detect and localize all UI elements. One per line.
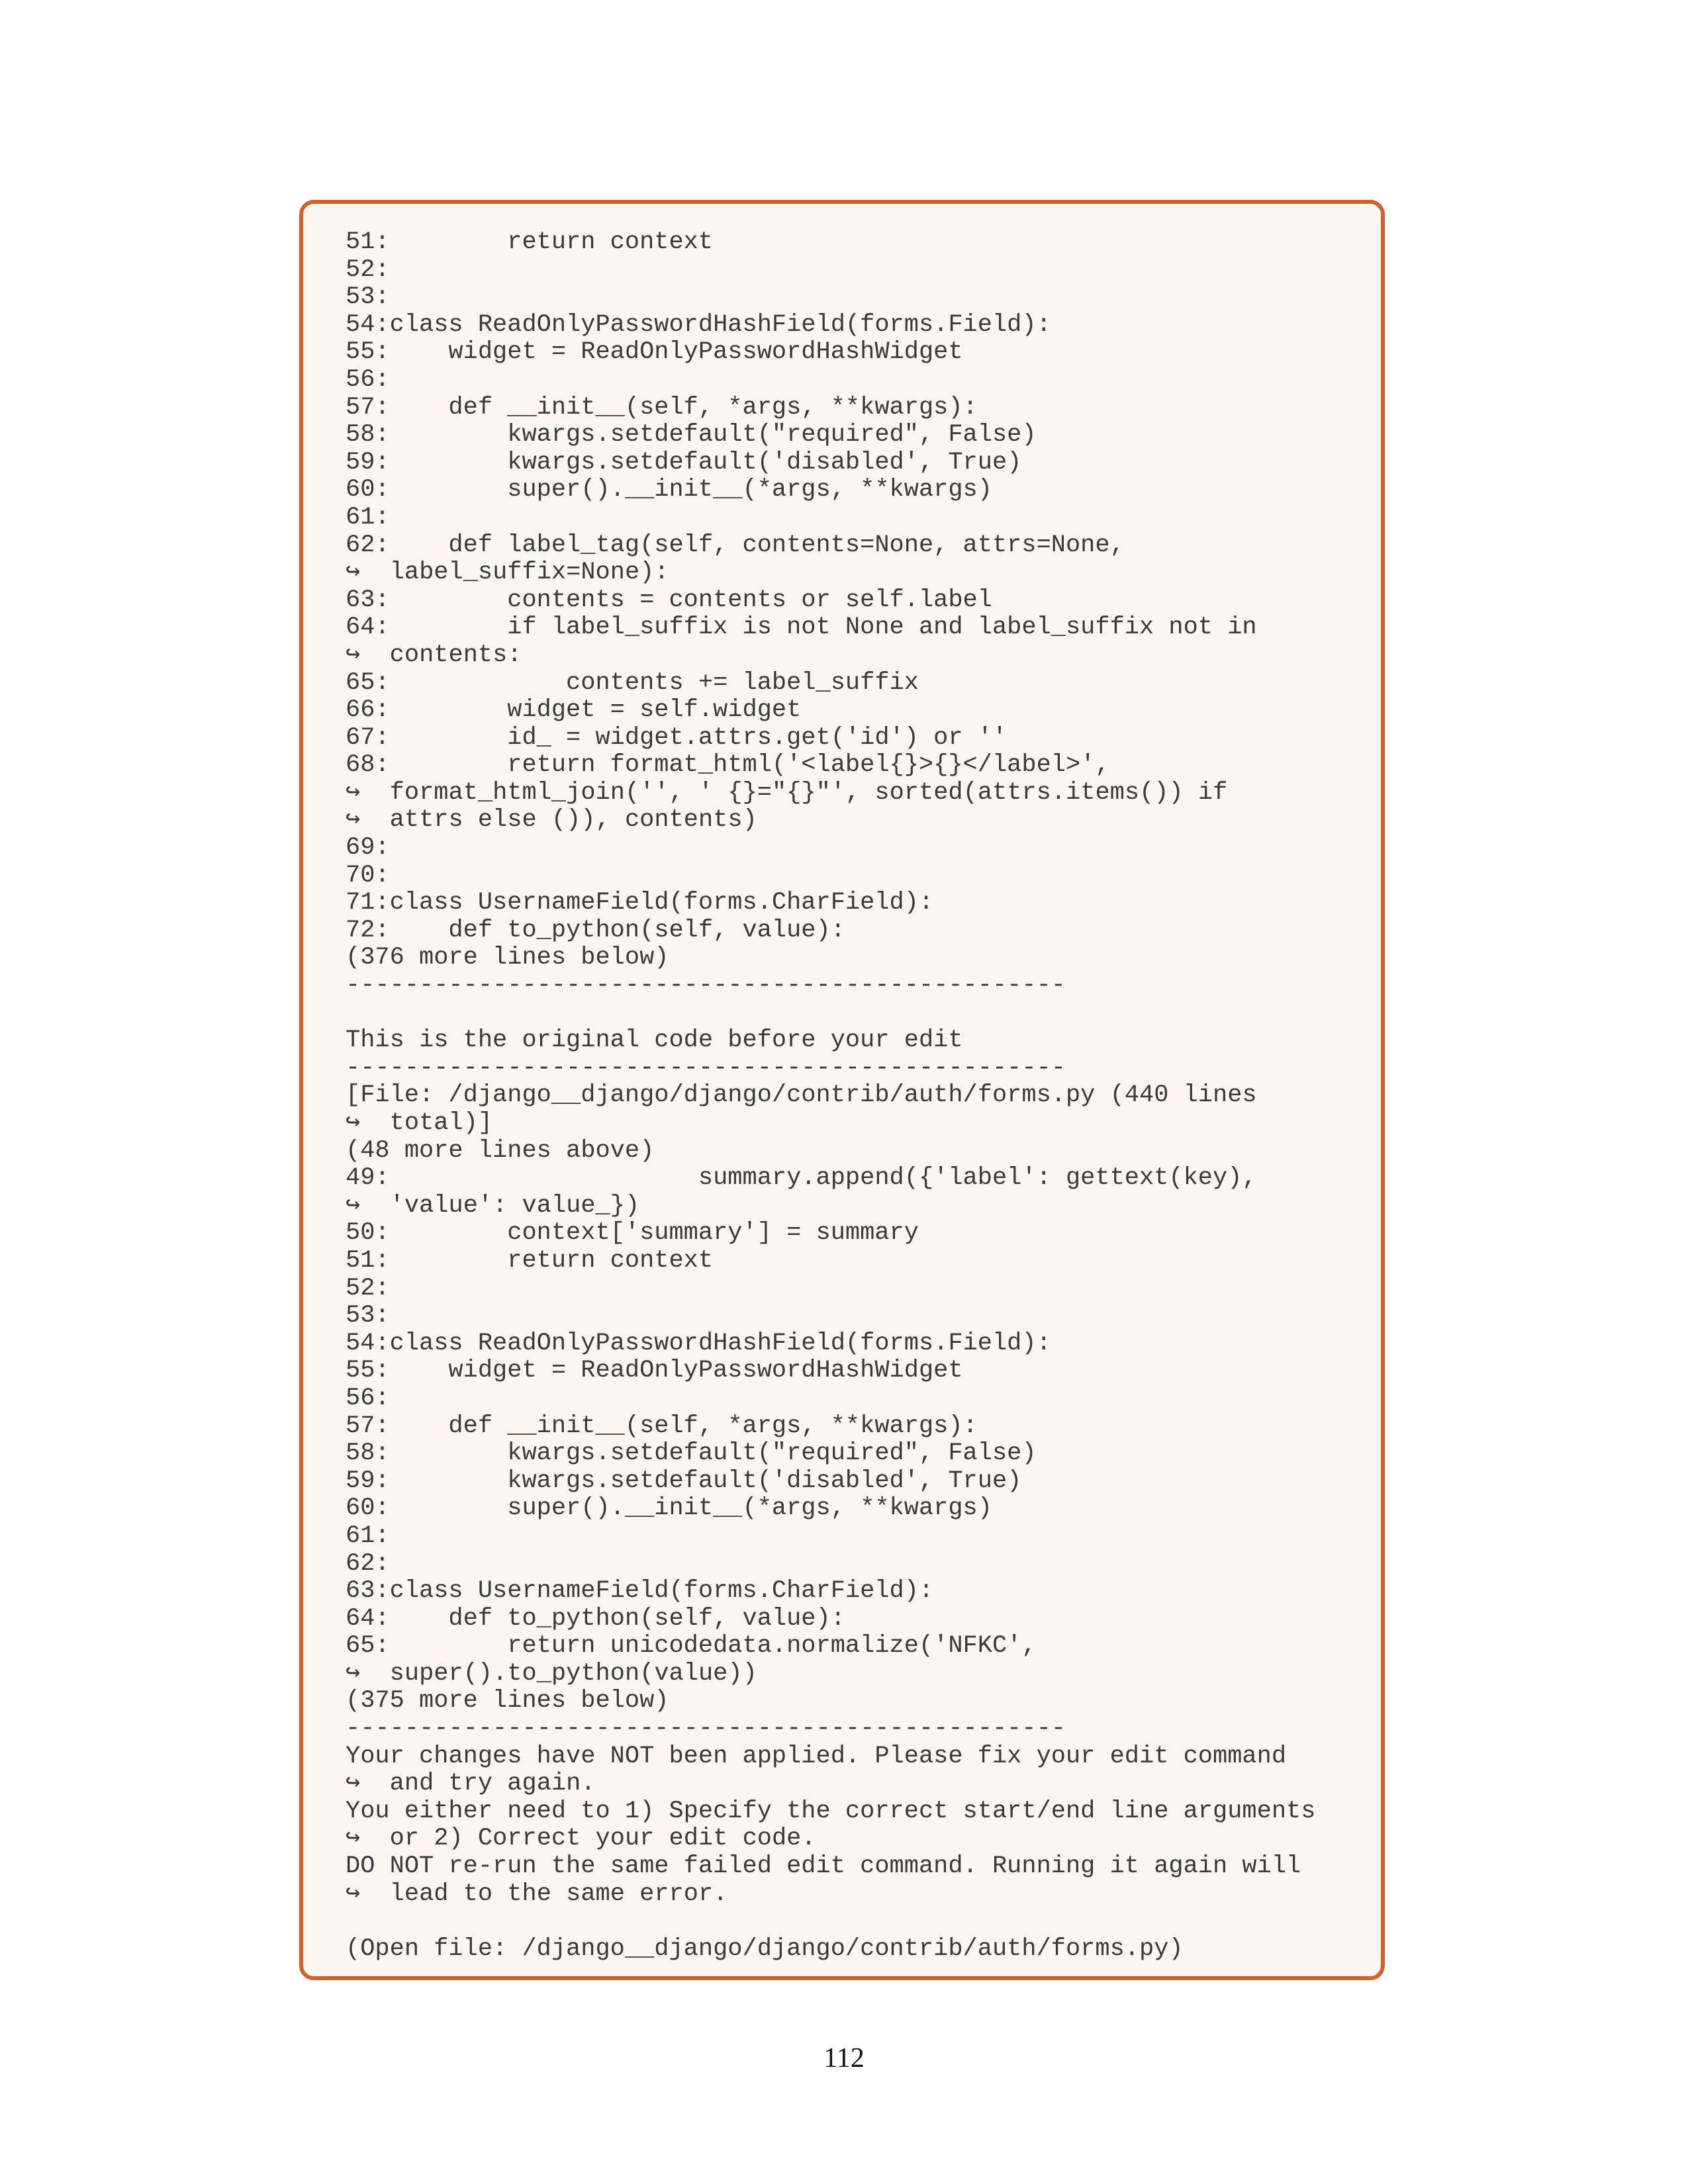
code-line: ↪ or 2) Correct your edit code. <box>346 1825 816 1853</box>
code-line: 59: kwargs.setdefault('disabled', True) <box>346 448 1022 477</box>
code-line: 52: <box>346 1274 390 1302</box>
code-line: ↪ label_suffix=None): <box>346 559 669 587</box>
code-line: 53: <box>346 283 390 312</box>
code-line: 56: <box>346 365 390 394</box>
code-line: ↪ attrs else ()), contents) <box>346 806 757 835</box>
code-line: 51: return context <box>346 228 714 256</box>
code-line: ↪ format_html_join('', ' {}="{}"', sorted(attrs.items()) if <box>346 778 1228 807</box>
code-line: ↪ total)] <box>346 1109 493 1137</box>
code-line: (Open file: /django__django/django/contrib/auth/forms.py) <box>346 1934 1184 1963</box>
code-line: 64: def to_python(self, value): <box>346 1604 845 1633</box>
code-line: ------------------------------------------------- <box>346 1715 1066 1743</box>
code-line: 62: <box>346 1549 390 1578</box>
code-line: (48 more lines above) <box>346 1136 655 1165</box>
code-line <box>346 1908 1315 1936</box>
code-line: 67: id_ = widget.attrs.get('id') or '' <box>346 723 1008 752</box>
code-line: 52: <box>346 255 390 284</box>
code-line: 57: def __init__(self, *args, **kwargs): <box>346 393 978 422</box>
code-line: ↪ 'value': value_}) <box>346 1191 640 1220</box>
code-line: 61: <box>346 503 390 531</box>
code-line: DO NOT re-run the same failed edit command. Running it again will <box>346 1852 1301 1881</box>
code-line: 68: return format_html('<label{}>{}</label>', <box>346 751 1110 780</box>
code-line: 61: <box>346 1522 390 1550</box>
code-line: 63:class UsernameField(forms.CharField): <box>346 1577 934 1606</box>
code-output-box <box>299 200 1385 1980</box>
code-line: Your changes have NOT been applied. Please fix your edit command <box>346 1742 1287 1770</box>
code-line: ↪ super().to_python(value)) <box>346 1659 757 1688</box>
code-line: [File: /django__django/django/contrib/auth/forms.py (440 lines <box>346 1081 1257 1110</box>
code-lines <box>346 229 1315 1963</box>
code-line: 49: summary.append({'label': gettext(key), <box>346 1164 1257 1193</box>
code-line: 69: <box>346 834 390 862</box>
code-line: 53: <box>346 1302 390 1330</box>
code-line: 65: return unicodedata.normalize('NFKC', <box>346 1632 1037 1661</box>
code-line: (376 more lines below) <box>346 944 669 972</box>
code-line: 66: widget = self.widget <box>346 696 802 725</box>
code-line: 56: <box>346 1384 390 1412</box>
code-line: (375 more lines below) <box>346 1687 669 1715</box>
page-number: 112 <box>823 2043 865 2073</box>
code-line: 59: kwargs.setdefault('disabled', True) <box>346 1467 1022 1495</box>
code-line <box>346 1000 1315 1028</box>
code-line: 70: <box>346 861 390 889</box>
code-line: ------------------------------------------------- <box>346 972 1066 1000</box>
code-line: 60: super().__init__(*args, **kwargs) <box>346 1494 992 1523</box>
code-line: 60: super().__init__(*args, **kwargs) <box>346 476 992 504</box>
code-line: 58: kwargs.setdefault("required", False) <box>346 1439 1037 1468</box>
code-line: 62: def label_tag(self, contents=None, attrs=None, <box>346 531 1125 559</box>
code-line: 55: widget = ReadOnlyPasswordHashWidget <box>346 338 963 367</box>
code-line: 54:class ReadOnlyPasswordHashField(forms.Field): <box>346 310 1051 339</box>
code-line: 71:class UsernameField(forms.CharField): <box>346 889 934 917</box>
code-line: ↪ contents: <box>346 641 522 669</box>
code-line: 55: widget = ReadOnlyPasswordHashWidget <box>346 1357 963 1385</box>
code-line: 57: def __init__(self, *args, **kwargs): <box>346 1412 978 1440</box>
code-line: You either need to 1) Specify the correct start/end line arguments <box>346 1797 1316 1825</box>
code-line: 58: kwargs.setdefault("required", False) <box>346 421 1037 449</box>
code-line: 54:class ReadOnlyPasswordHashField(forms.Field): <box>346 1329 1051 1357</box>
code-line: 72: def to_python(self, value): <box>346 916 845 944</box>
code-line: 65: contents += label_suffix <box>346 668 919 697</box>
code-line: 64: if label_suffix is not None and label_suffix not in <box>346 614 1257 642</box>
code-line: This is the original code before your edit <box>346 1026 963 1055</box>
code-line: ↪ lead to the same error. <box>346 1880 728 1908</box>
code-line: 50: context['summary'] = summary <box>346 1219 919 1248</box>
code-line: ------------------------------------------------- <box>346 1054 1066 1082</box>
code-line: ↪ and try again. <box>346 1770 596 1798</box>
code-line: 51: return context <box>346 1246 714 1275</box>
code-line: 63: contents = contents or self.label <box>346 586 992 614</box>
